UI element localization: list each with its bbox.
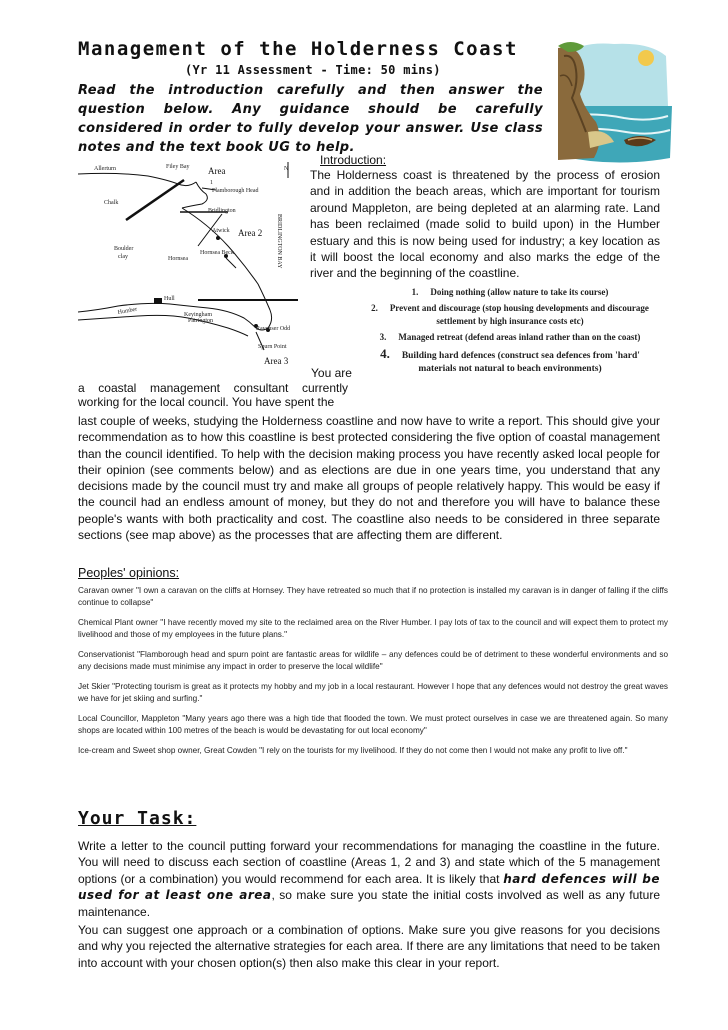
opinion-conservationist: Conservationist "Flamborough head and spurn point are fantastic areas for wildlife – any defences could be of detriment to these wonderful environments and so any decisions made must minimise any impact in order to preserve the local wildlife" bbox=[78, 650, 668, 671]
map-label-bridlington: Bridlington bbox=[208, 208, 236, 214]
map-label-bay: BRIDLINGTON BAY bbox=[276, 214, 282, 269]
map-label-ravenser: Ravenser Odd bbox=[256, 326, 291, 332]
scenario-you-are: You are bbox=[311, 366, 352, 380]
task-emphasis: hard defences will be used for at least one area bbox=[78, 871, 660, 903]
coastal-cliff-clipart bbox=[554, 36, 674, 176]
opinion-chemical-plant-owner: Chemical Plant owner "I have recently moved my site to the reclaimed area on the River Humber. I pay lots of tax to the council and will expect them to protect my livelihood and those of my employees in the future plans." bbox=[78, 618, 668, 639]
option-number: 1. bbox=[411, 287, 419, 297]
instructions: Read the introduction carefully and then answer the question below. Any guidance should be carefully considered in order to fully develop your answer. Use class notes and the text book UG to help. bbox=[78, 83, 543, 155]
map-label-hull: Hull bbox=[164, 296, 175, 302]
map-label-keyingham: Keyingham bbox=[184, 312, 212, 318]
option-text: Building hard defences (construct sea defences from 'hard' materials not natural to beach environments) bbox=[401, 351, 640, 374]
map-label-allerthorpe: Allerturn bbox=[94, 166, 116, 172]
option-2 bbox=[360, 302, 660, 328]
map-label-filey: Filey Bay bbox=[166, 164, 190, 170]
map-label-atwick: Atwick bbox=[212, 228, 230, 234]
map-label-clay: clay bbox=[118, 254, 128, 260]
task-heading: Your Task: bbox=[78, 808, 197, 829]
map-label-area3: Area 3 bbox=[264, 356, 289, 366]
opinion-caravan-owner: Caravan owner "I own a caravan on the cliffs at Hornsey. They have retreated so much that if no protection is installed my caravan is in danger of falling if the cliffs continue to collapse" bbox=[78, 586, 668, 607]
scenario-line1: a coastal management consultant currently working for the local council. You have spent the bbox=[78, 381, 348, 409]
opinions-list bbox=[78, 585, 668, 765]
opinion-local-councillor: Local Councillor, Mappleton "Many years ago there was a high tide that flooded the town. We must protect ourselves in case we are threatened again. So many shops are located within 100 metres of the beach is would be devastating for out local economy" bbox=[78, 714, 668, 735]
task-paragraph-2: You can suggest one approach or a combination of options. Make sure you give reasons for you decisions and why you rejected the alternative strategies for each area. If there are any limitations that need to be taken into account with your chosen option(s) then also make this clear in your report. bbox=[78, 923, 660, 970]
page-subtitle: (Yr 11 Assessment - Time: 50 mins) bbox=[185, 63, 441, 77]
map-label-area2: Area 2 bbox=[238, 228, 263, 238]
map-north-label: N bbox=[284, 166, 289, 172]
management-options bbox=[360, 286, 660, 397]
option-1 bbox=[360, 286, 660, 299]
map-label-chalk: Chalk bbox=[104, 200, 119, 206]
page-title: Management of the Holderness Coast bbox=[78, 38, 518, 60]
map-label-area1-num: 1 bbox=[210, 180, 213, 186]
holderness-map bbox=[78, 160, 300, 372]
map-label-patrington: Patrington bbox=[188, 318, 213, 324]
map-label-boulder: Boulder bbox=[114, 246, 134, 252]
map-label-hornsea: Hornsea bbox=[168, 256, 188, 262]
option-4 bbox=[360, 347, 660, 376]
option-number: 2. bbox=[371, 303, 378, 313]
option-text: Doing nothing (allow nature to take its course) bbox=[430, 287, 609, 297]
map-label-hornsea-beck: Hornsea Beck bbox=[200, 250, 234, 256]
opinions-heading: Peoples' opinions: bbox=[78, 566, 180, 580]
map-label-flamborough: Flamborough Head bbox=[212, 188, 259, 194]
option-text: Prevent and discourage (stop housing developments and discourage settlement by high insurance costs etc) bbox=[389, 303, 649, 326]
option-number: 4. bbox=[380, 346, 390, 361]
map-label-humber: Humber bbox=[117, 306, 138, 316]
opinion-jet-skier: Jet Skier "Protecting tourism is great as it protects my hobby and my job in a local restaurant. However I hope that any defences would not destroy the great waves we have for jet skiing and surfing." bbox=[78, 682, 668, 703]
task-text-cont: , so make sure you state the initial costs involved as well as any future maintenance. bbox=[78, 888, 660, 919]
introduction-body: The Holderness coast is threatened by the process of erosion and in addition the beach areas, which are important for tourism around Mappleton, are being depleted at an alarming rate. Land has been reclaimed (made solid to build upon) in the Humber estuary and this is now being used for industry; a key location as it will boost the local economy and also marks the edge of the river and the beginning of the coastline. bbox=[310, 168, 660, 281]
option-3 bbox=[360, 331, 660, 344]
option-text: Managed retreat (defend areas inland rather than on the coast) bbox=[398, 332, 641, 342]
task-text: Write a letter to the council putting forward your recommendations for managing the coastline in the future. You will need to discuss each section of coastline (Areas 1, 2 and 3) and state which of the 5 management options (or a combination) you would recommend for each area. It is likely that bbox=[78, 839, 660, 886]
task-paragraph-1 bbox=[78, 838, 660, 920]
option-number: 3. bbox=[379, 332, 387, 342]
scenario-body: last couple of weeks, studying the Holderness coastline and now have to write a report. This should give your recommendation as to how this coastline is best protected considering the five option of coastal management than the council identified. To help with the decision making process you have recently asked local people for their opinion (see comments below) and as elections are due in one years time, you understand that any decisions made by the council must try and make all groups of people relatively happy. This would be easy if the council had an endless amount of money, but they do not and therefore you will have to balance these people's wants with both practicality and cost. The coastline also needs to be considered in three separate sections (see map above) as the processes that are affecting them are different. bbox=[78, 414, 660, 543]
map-label-area1: Area bbox=[208, 166, 226, 176]
introduction-heading: Introduction: bbox=[320, 153, 387, 167]
opinion-shop-owner: Ice-cream and Sweet shop owner, Great Cowden "I rely on the tourists for my livelihood. If they do not come then I would not make any profit to live off." bbox=[78, 746, 628, 755]
map-label-spurn: Spurn Point bbox=[258, 344, 287, 350]
